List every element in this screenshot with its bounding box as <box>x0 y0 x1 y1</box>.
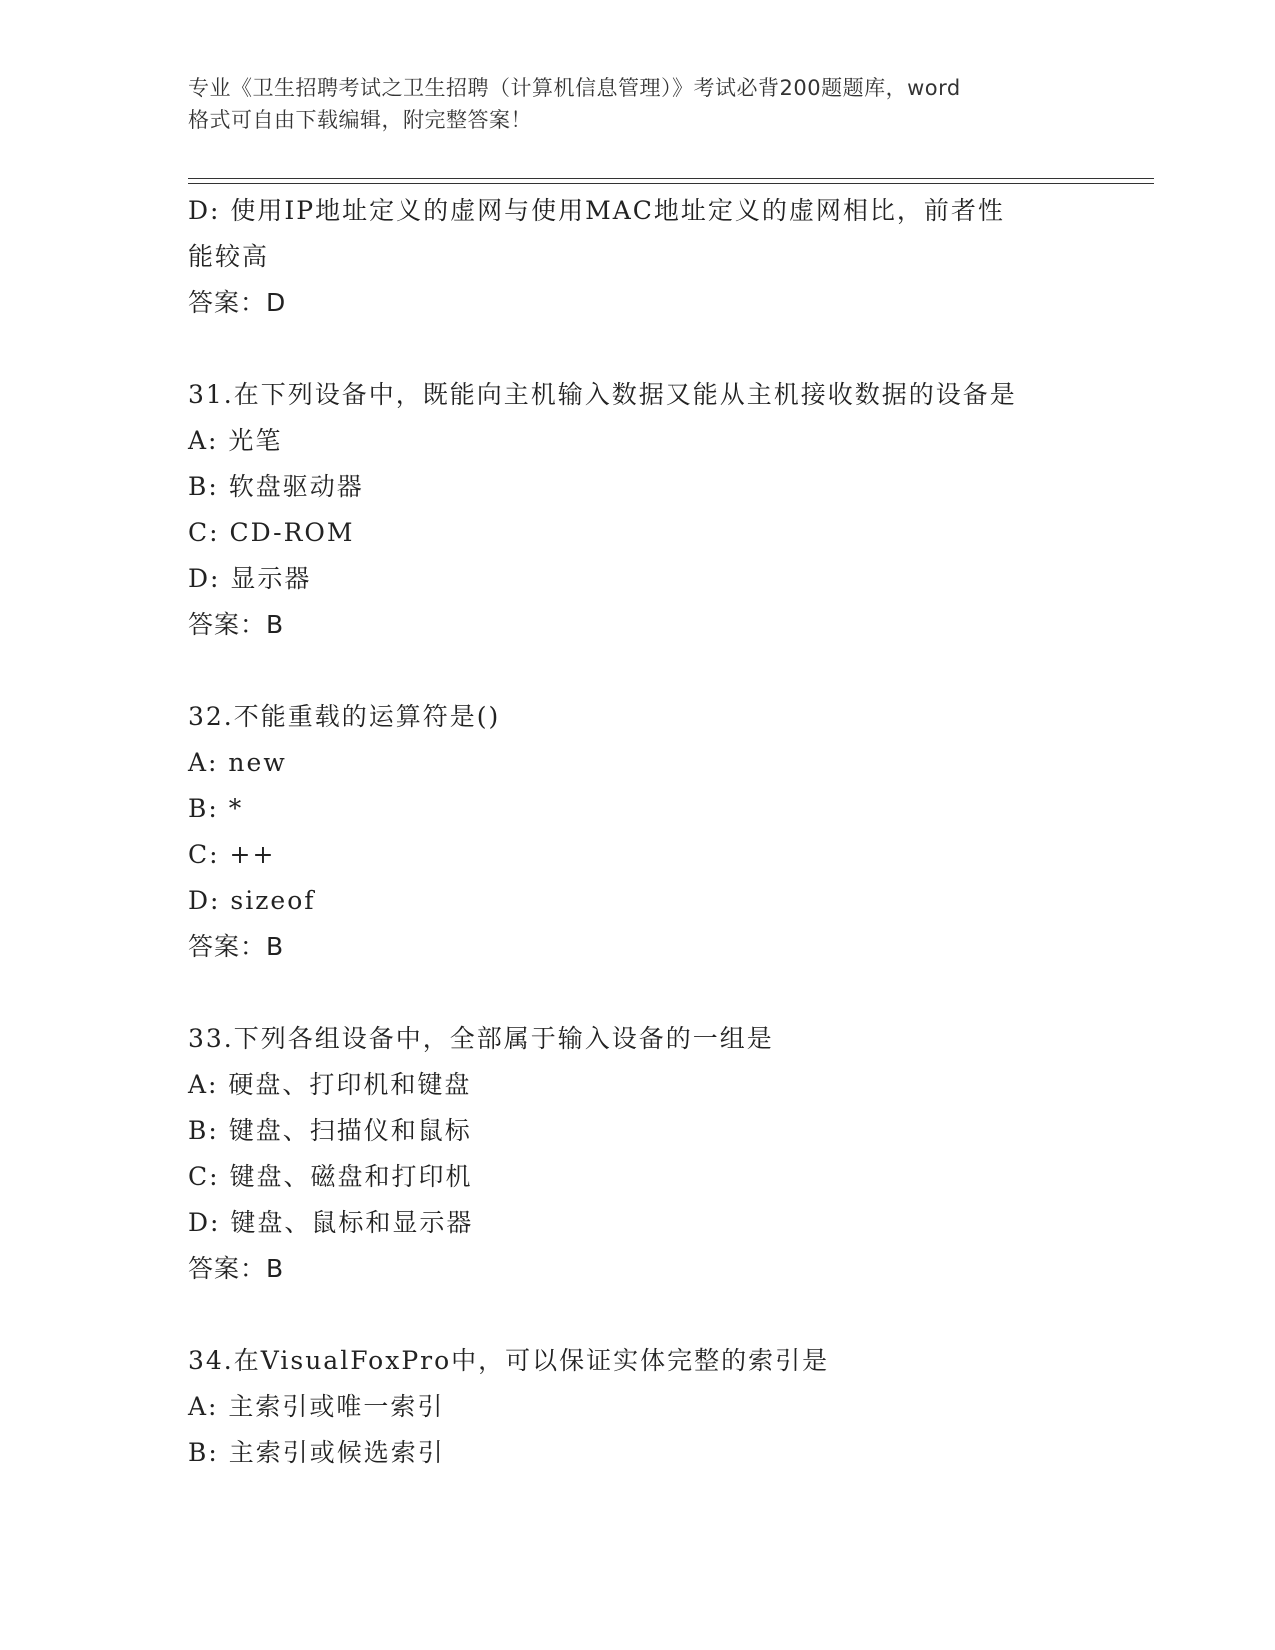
document-header <box>188 72 1088 136</box>
option-d: D: sizeof <box>188 886 316 915</box>
option-b: B: 软盘驱动器 <box>188 472 364 501</box>
option-a: A: 光笔 <box>188 426 283 455</box>
option-b: B: * <box>188 794 244 823</box>
option-a: A: 主索引或唯一索引 <box>188 1392 445 1421</box>
answer-line: 答案：B <box>188 610 285 639</box>
option-d: D: 显示器 <box>188 564 312 593</box>
question-block-32 <box>188 694 1088 970</box>
header-divider-bottom <box>188 183 1154 184</box>
option-a: A: new <box>188 748 287 777</box>
header-line-1: 专业《卫生招聘考试之卫生招聘（计算机信息管理）》考试必背200题题库，word <box>188 76 961 100</box>
spacer <box>188 326 1088 372</box>
question-block-30 <box>188 188 1088 326</box>
header-divider-top <box>188 178 1154 179</box>
question-block-31 <box>188 372 1088 648</box>
option-c: C: ++ <box>188 840 276 869</box>
option-c: C: 键盘、磁盘和打印机 <box>188 1162 473 1191</box>
option-d: D: 使用IP地址定义的虚网与使用MAC地址定义的虚网相比，前者性 <box>188 196 1005 225</box>
spacer <box>188 970 1088 1016</box>
answer-line: 答案：B <box>188 932 285 961</box>
question-list <box>188 188 1088 1476</box>
question-text: 34.在VisualFoxPro中，可以保证实体完整的索引是 <box>188 1346 830 1375</box>
option-d: D: 键盘、鼠标和显示器 <box>188 1208 474 1237</box>
question-text: 32.不能重载的运算符是() <box>188 702 501 731</box>
option-b: B: 主索引或候选索引 <box>188 1438 445 1467</box>
answer-line: 答案：D <box>188 288 287 317</box>
option-d-continued: 能较高 <box>188 242 270 271</box>
question-block-33 <box>188 1016 1088 1292</box>
question-text: 33.下列各组设备中，全部属于输入设备的一组是 <box>188 1024 774 1053</box>
answer-line: 答案：B <box>188 1254 285 1283</box>
question-text: 31.在下列设备中，既能向主机输入数据又能从主机接收数据的设备是 <box>188 380 1017 409</box>
spacer <box>188 1292 1088 1338</box>
option-a: A: 硬盘、打印机和键盘 <box>188 1070 472 1099</box>
spacer <box>188 648 1088 694</box>
header-line-2: 格式可自由下载编辑，附完整答案！ <box>188 108 532 132</box>
option-c: C: CD-ROM <box>188 518 355 547</box>
option-b: B: 键盘、扫描仪和鼠标 <box>188 1116 472 1145</box>
question-block-34 <box>188 1338 1088 1476</box>
